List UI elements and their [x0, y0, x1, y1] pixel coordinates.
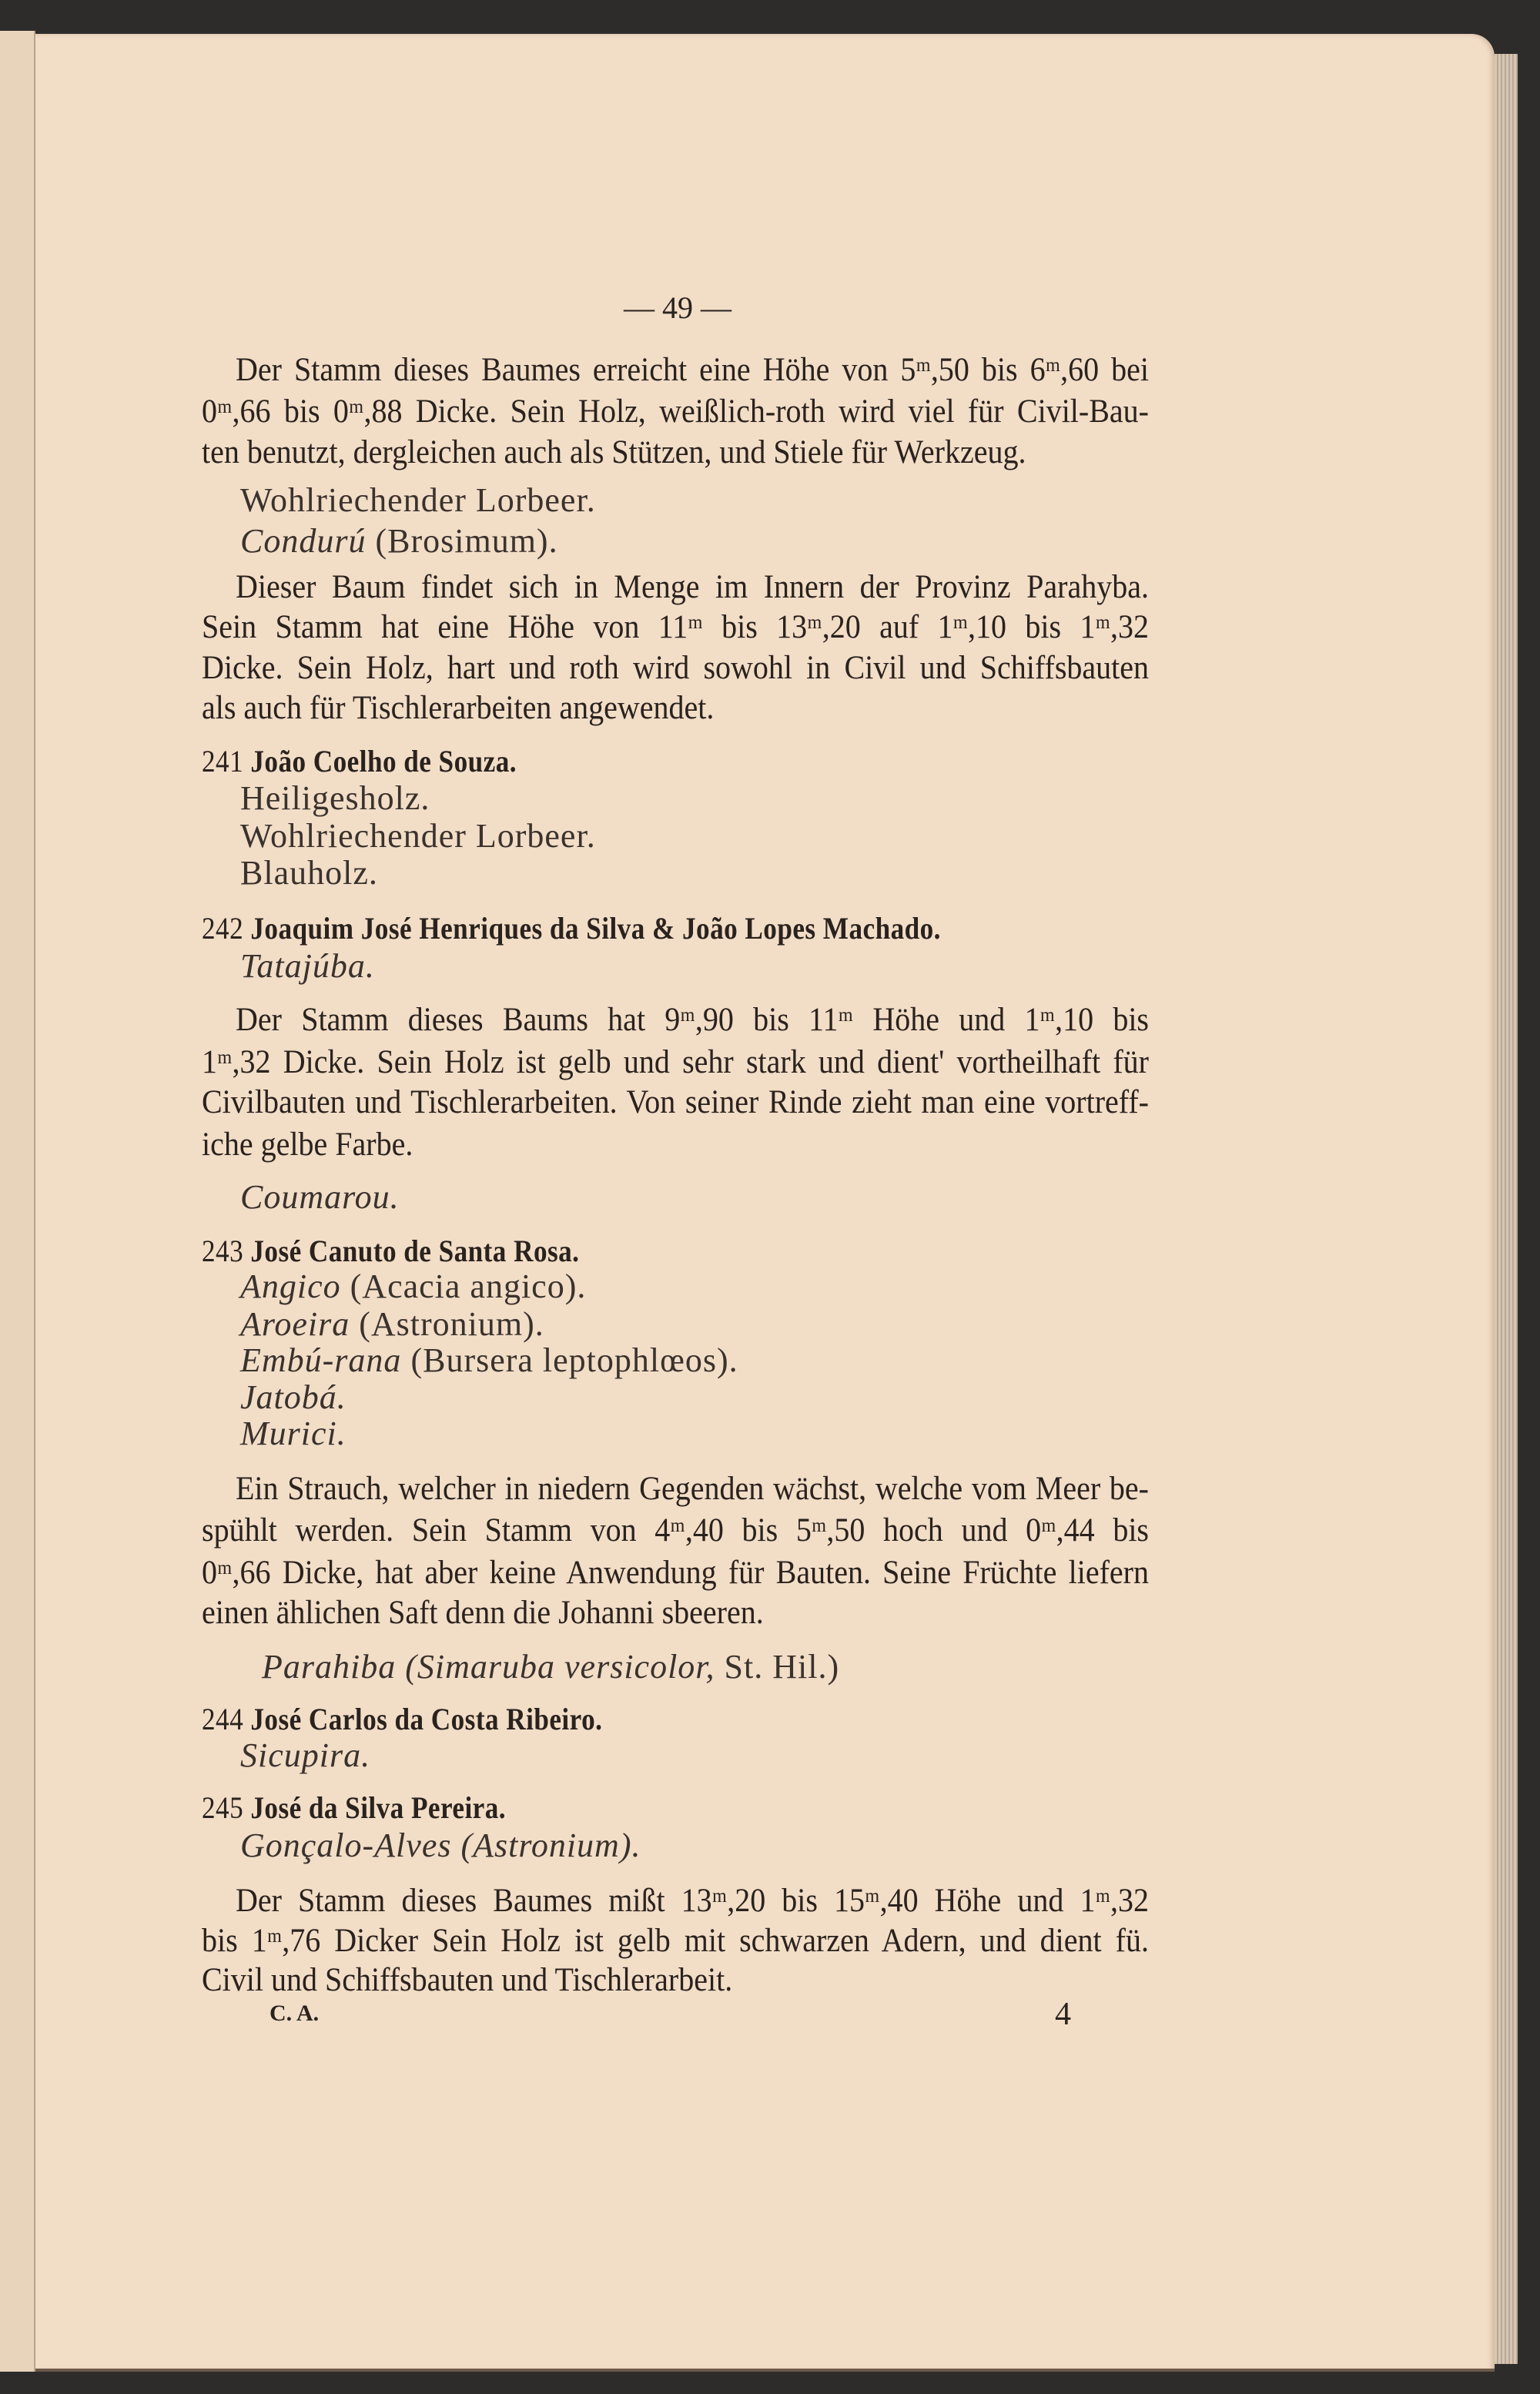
- wood-item: [240, 1417, 346, 1451]
- exhibitor-name: José Canuto de Santa Rosa.: [250, 1234, 580, 1268]
- species-name: Parahiba: [262, 1648, 397, 1686]
- entry-245: [202, 1790, 507, 1825]
- entry-244: [202, 1704, 602, 1735]
- page-number: — 49 —: [624, 290, 732, 325]
- paragraph-line: einen ählichen Saft denn die Johanni sbeeren.: [202, 1593, 764, 1631]
- wood-item-parahiba: [262, 1650, 839, 1684]
- species-name: Aroeira: [240, 1305, 350, 1343]
- scientific-name: (Bursera leptophlœos).: [410, 1341, 738, 1379]
- entry-number: 245: [202, 1790, 244, 1825]
- wood-item: Wohlriechender Lorbeer.: [240, 817, 596, 855]
- scientific-name: (Astronium).: [460, 1826, 641, 1864]
- paragraph-line: Civilbauten und Tischlerarbeiten. Von seiner Rinde zieht man eine vortreff-: [202, 1083, 1149, 1120]
- wood-item: Heiligesholz.: [240, 779, 430, 817]
- exhibitor-name: José da Silva Pereira.: [250, 1790, 507, 1825]
- wood-item: Sicupira.: [240, 1736, 371, 1774]
- wood-item: Blauholz.: [240, 854, 378, 892]
- paragraph-line: Civil und Schiffsbauten und Tischlerarbeit.: [202, 1960, 733, 1998]
- paragraph-line: 0ᵐ,66 bis 0ᵐ,88 Dicke. Sein Holz, weißlich-roth wird viel für Civil-Bau-: [202, 392, 1149, 430]
- wood-item: [240, 1378, 346, 1416]
- wood-item: [240, 1307, 544, 1341]
- species-name: Murici.: [240, 1415, 346, 1452]
- author-abbrev: St. Hil.): [724, 1648, 840, 1686]
- species-name: Gonçalo-Alves: [240, 1826, 452, 1864]
- wood-item: [240, 1826, 641, 1864]
- paragraph-line: als auch für Tischlerarbeiten angewendet.: [202, 688, 715, 726]
- exhibitor-name: Joaquim José Henriques da Silva & João Lopes Machado.: [250, 911, 941, 946]
- paragraph-line: Ein Strauch, welcher in niedern Gegenden wächst, welche vom Meer be-: [236, 1469, 1149, 1507]
- heading-species: [240, 524, 558, 558]
- sheet-number: 4: [1055, 1997, 1071, 2032]
- genus-name: (Brosimum).: [375, 522, 558, 560]
- paragraph-line: Der Stamm dieses Baumes erreicht eine Höhe von 5ᵐ,50 bis 6ᵐ,60 bei: [236, 350, 1149, 388]
- scientific-name: (Acacia angico).: [350, 1267, 587, 1305]
- paragraph-line: ten benutzt, dergleichen auch als Stützen, und Stiele für Werkzeug.: [202, 433, 1026, 470]
- entry-number: 241: [202, 744, 244, 778]
- paragraph-line: spühlt werden. Sein Stamm von 4ᵐ,40 bis 5ᵐ,50 hoch und 0ᵐ,44 bis: [202, 1511, 1149, 1549]
- wood-item: Tatajúba.: [240, 947, 375, 985]
- exhibitor-name: João Coelho de Souza.: [250, 744, 517, 778]
- paragraph-line: Der Stamm dieses Baums hat 9ᵐ,90 bis 11ᵐ Höhe und 1ᵐ,10 bis: [236, 1000, 1149, 1038]
- entry-242: [202, 913, 941, 944]
- paragraph-line: bis 1ᵐ,76 Dicker Sein Holz ist gelb mit schwarzen Adern, und dient fü.: [202, 1921, 1149, 1959]
- paragraph-line: 0ᵐ,66 Dicke, hat aber keine Anwendung für Bauten. Seine Früchte liefern: [202, 1553, 1149, 1591]
- species-name: Angico: [240, 1267, 341, 1305]
- entry-number: 242: [202, 911, 244, 946]
- paragraph-line: Dieser Baum findet sich in Menge im Innern der Provinz Parahyba.: [236, 568, 1149, 605]
- paragraph-line: iche gelbe Farbe.: [202, 1125, 413, 1163]
- species-name: Embú-rana: [240, 1341, 402, 1379]
- heading-common-name: Wohlriechender Lorbeer.: [240, 481, 596, 519]
- species-name: Jatobá.: [240, 1378, 346, 1416]
- page-edges: [1495, 54, 1518, 2364]
- paragraph-line: Der Stamm dieses Baumes mißt 13ᵐ,20 bis 15ᵐ,40 Höhe und 1ᵐ,32: [236, 1881, 1149, 1919]
- paragraph-line: Sein Stamm hat eine Höhe von 11ᵐ bis 13ᵐ,20 auf 1ᵐ,10 bis 1ᵐ,32: [202, 608, 1149, 645]
- species-name: Condurú: [240, 522, 367, 560]
- entry-243: [202, 1236, 579, 1267]
- wood-item: [240, 1267, 587, 1305]
- entry-number: 244: [202, 1702, 244, 1736]
- signature-mark: C. A.: [270, 2001, 320, 2026]
- wood-item: [240, 1341, 738, 1379]
- page-bottom-edge: [35, 2369, 1495, 2372]
- scientific-name: (Astronium).: [359, 1305, 544, 1343]
- entry-number: 243: [202, 1234, 244, 1268]
- paragraph-line: Dicke. Sein Holz, hart und roth wird sowohl in Civil und Schiffsbauten: [202, 648, 1149, 686]
- facing-page-edge: [0, 31, 35, 2372]
- wood-item: Coumarou.: [240, 1178, 400, 1216]
- entry-241: [202, 746, 517, 777]
- exhibitor-name: José Carlos da Costa Ribeiro.: [250, 1702, 603, 1736]
- scientific-name: (Simaruba versicolor,: [405, 1648, 715, 1686]
- paragraph-line: 1ᵐ,32 Dicke. Sein Holz ist gelb und sehr stark und dient' vortheilhaft für: [202, 1043, 1149, 1080]
